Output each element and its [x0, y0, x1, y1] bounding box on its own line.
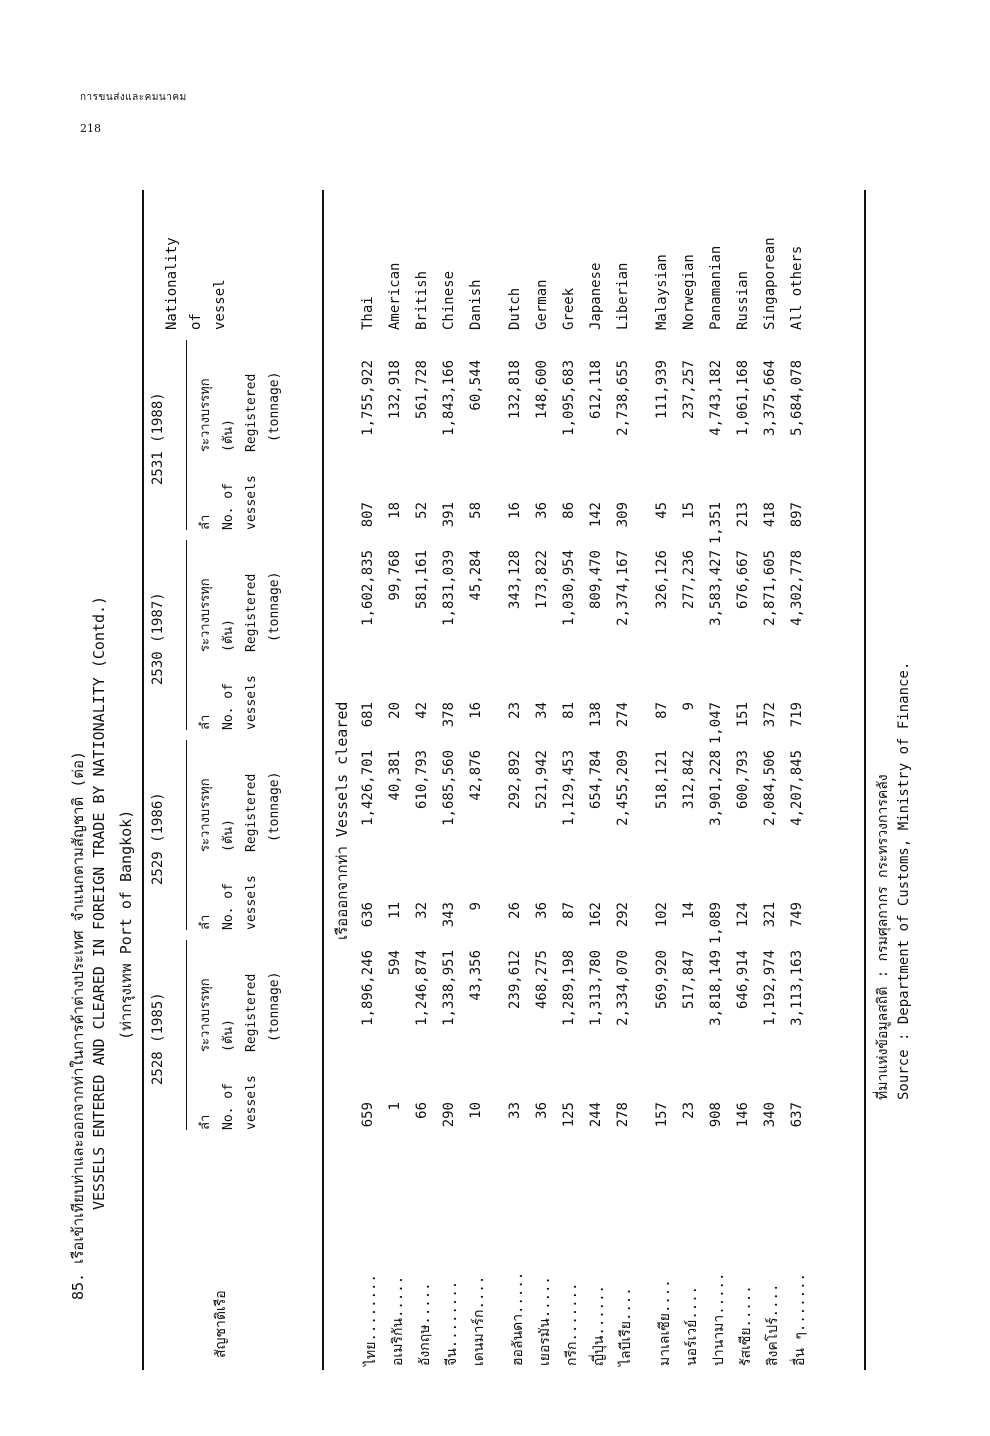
registered-tonnage: 2,084,506 [762, 750, 778, 826]
vessels-count: 157 [654, 1102, 670, 1128]
registered-tonnage: 518,121 [654, 750, 670, 810]
vessels-count: 86 [561, 502, 577, 519]
table-row [387, 190, 411, 1370]
registered-tonnage: 468,275 [534, 950, 550, 1010]
registered-tonnage: 569,920 [654, 950, 670, 1010]
registered-tonnage: 3,113,163 [789, 950, 805, 1026]
nationality-en: Singaporean [762, 237, 778, 330]
registered-tonnage: 43,356 [468, 950, 484, 1001]
source-th: ที่มาแห่งข้อมูลสถิติ : กรมศุลกากร กระทรวงการคลัง [875, 774, 891, 1100]
table-row [615, 190, 639, 1370]
header-line: (tonnage) [267, 371, 282, 442]
header-line: (tonnage) [267, 571, 282, 642]
registered-tonnage: 1,061,168 [735, 360, 751, 436]
registered-tonnage: 612,118 [588, 360, 604, 420]
registered-tonnage: 326,126 [654, 550, 670, 610]
header-line: (ตัน) [221, 819, 236, 852]
year-header: 2529 (1986) [150, 792, 166, 885]
registered-tonnage: 1,831,039 [441, 550, 457, 626]
registered-tonnage: 99,768 [387, 550, 403, 601]
vessels-count: 14 [681, 902, 697, 919]
nationality-header-line: of [188, 313, 204, 330]
table-row [654, 190, 678, 1370]
registered-tonnage: 594 [387, 950, 403, 976]
vessels-count: 23 [507, 702, 523, 719]
table-row [414, 190, 438, 1370]
vessels-count: 321 [762, 902, 778, 928]
vessels-count: 87 [561, 902, 577, 919]
registered-tonnage: 1,246,874 [414, 950, 430, 1026]
year-rule [186, 540, 187, 730]
registered-tonnage: 2,738,655 [615, 360, 631, 436]
table-title-th: 85. เรือเข้าเทียบท่าและออกจากท่าในการค้าต่างประเทศ จำแนกตามสัญชาติ (ต่อ) [69, 750, 87, 1300]
tonnage-column-header [194, 972, 286, 1052]
registered-tonnage: 5,684,078 [789, 360, 805, 436]
vessels-count: 45 [654, 502, 670, 519]
page-number: 218 [80, 122, 101, 135]
header-line: Registered [244, 373, 259, 452]
nationality-th: สิงคโปร์.... [765, 1283, 781, 1366]
vessels-count: 26 [507, 902, 523, 919]
registered-tonnage: 1,129,453 [561, 750, 577, 826]
vessels-count: 87 [654, 702, 670, 719]
bottom-rule [864, 190, 866, 1370]
vessels-column-header [194, 675, 263, 730]
registered-tonnage: 312,842 [681, 750, 697, 810]
nationality-en: Chinese [441, 270, 457, 330]
vessels-column-header [194, 475, 263, 530]
vessels-count: 18 [387, 502, 403, 519]
registered-tonnage: 1,030,954 [561, 550, 577, 626]
vessels-count: 292 [615, 902, 631, 928]
vessels-count: 340 [762, 1102, 778, 1128]
header-line: ลำ [198, 1114, 213, 1130]
source-en: Source : Department of Customs, Ministry of Finance. [896, 661, 912, 1100]
registered-tonnage: 4,743,182 [708, 360, 724, 436]
vessels-count: 36 [534, 1102, 550, 1119]
table-row [681, 190, 705, 1370]
vessels-count: 897 [789, 502, 805, 528]
header-line: (ตัน) [221, 419, 236, 452]
table-row [534, 190, 558, 1370]
registered-tonnage: 2,455,209 [615, 750, 631, 826]
vessels-count: 637 [789, 1102, 805, 1128]
vessels-column-header [194, 1075, 263, 1130]
registered-tonnage: 521,942 [534, 750, 550, 810]
nationality-th: มาเลเซีย.... [657, 1279, 673, 1366]
header-rule [322, 190, 324, 1370]
header-line: ระวางบรรทุก [198, 378, 213, 452]
header-line: No. of [221, 683, 236, 730]
vessels-count: 908 [708, 1102, 724, 1128]
table-row [441, 190, 465, 1370]
registered-tonnage: 3,818,149 [708, 950, 724, 1026]
table-row [708, 190, 732, 1370]
vessels-count: 378 [441, 702, 457, 728]
registered-tonnage: 343,128 [507, 550, 523, 610]
registered-tonnage: 1,426,701 [360, 750, 376, 826]
nationality-en: Japanese [588, 262, 604, 330]
registered-tonnage: 561,728 [414, 360, 430, 420]
nationality-en: Panamanian [708, 245, 724, 330]
table-row [735, 190, 759, 1370]
registered-tonnage: 1,685,560 [441, 750, 457, 826]
header-line: (ตัน) [221, 1019, 236, 1052]
vessels-count: 151 [735, 702, 751, 728]
header-line: Registered [244, 573, 259, 652]
table-title-en: VESSELS ENTERED AND CLEARED IN FOREIGN TRADE BY NATIONALITY (Contd.) [90, 595, 108, 1210]
header-line: ลำ [198, 914, 213, 930]
registered-tonnage: 148,600 [534, 360, 550, 420]
header-line: vessels [244, 675, 259, 730]
nationality-th: กรีก....... [564, 1282, 580, 1366]
vessels-count: 1 [387, 1102, 403, 1111]
header-line: Registered [244, 773, 259, 852]
registered-tonnage: 277,236 [681, 550, 697, 610]
vessels-count: 34 [534, 702, 550, 719]
vessels-count: 124 [735, 902, 751, 928]
vessels-count: 659 [360, 1102, 376, 1128]
header-line: vessels [244, 1075, 259, 1130]
nationality-th: ฮอลันดา..... [510, 1271, 526, 1366]
nationality-th: ไทย........ [363, 1274, 379, 1366]
nationality-th: อื่น ๆ....... [792, 1273, 808, 1366]
nationality-header-line: Nationality [164, 237, 180, 330]
tonnage-column-header [194, 572, 286, 652]
vessels-count: 290 [441, 1102, 457, 1128]
vessels-count: 10 [468, 1102, 484, 1119]
vessels-count: 162 [588, 902, 604, 928]
header-line: vessels [244, 875, 259, 930]
table-row [507, 190, 531, 1370]
nationality-en: German [534, 279, 550, 330]
vessels-count: 1,047 [708, 702, 724, 745]
vessels-count: 36 [534, 502, 550, 519]
nationality-en: Liberian [615, 262, 631, 330]
vessels-count: 146 [735, 1102, 751, 1128]
nationality-th: เดนมาร์ก.... [471, 1275, 487, 1366]
vessels-count: 274 [615, 702, 631, 728]
header-line: ระวางบรรทุก [198, 578, 213, 652]
registered-tonnage: 132,818 [507, 360, 523, 420]
rotated-table-block [60, 190, 912, 1370]
registered-tonnage: 1,192,974 [762, 950, 778, 1026]
header-line: vessels [244, 475, 259, 530]
vessels-count: 681 [360, 702, 376, 728]
section-label-vessels-cleared: เรือออกจากท่า Vessels cleared [333, 701, 351, 940]
table-row [561, 190, 585, 1370]
vessels-count: 36 [534, 902, 550, 919]
registered-tonnage: 517,847 [681, 950, 697, 1010]
nationality-th: ไลบีเรีย.... [618, 1287, 634, 1366]
registered-tonnage: 42,876 [468, 750, 484, 801]
year-rule [186, 340, 187, 530]
vessels-count: 391 [441, 502, 457, 528]
vessels-count: 42 [414, 702, 430, 719]
registered-tonnage: 4,207,845 [789, 750, 805, 826]
vessels-count: 9 [681, 702, 697, 711]
registered-tonnage: 1,602,835 [360, 550, 376, 626]
vessels-count: 244 [588, 1102, 604, 1128]
vessels-count: 52 [414, 502, 430, 519]
nationality-th: ญี่ปุ่น...... [591, 1285, 607, 1366]
header-line: (tonnage) [267, 971, 282, 1042]
nationality-en-header [160, 237, 232, 330]
vessels-count: 636 [360, 902, 376, 928]
nationality-en: Russian [735, 270, 751, 330]
vessels-column-header [194, 875, 263, 930]
header-line: No. of [221, 483, 236, 530]
table-row [468, 190, 492, 1370]
registered-tonnage: 581,161 [414, 550, 430, 610]
registered-tonnage: 60,544 [468, 360, 484, 411]
vessels-count: 9 [468, 902, 484, 911]
nationality-en: Greek [561, 287, 577, 330]
nationality-th-header: สัญชาติเรือ [213, 1290, 229, 1358]
nationality-th: อเมริกัน..... [390, 1275, 406, 1366]
table-row [762, 190, 786, 1370]
nationality-en: All others [789, 245, 805, 330]
registered-tonnage: 1,313,780 [588, 950, 604, 1026]
registered-tonnage: 3,583,427 [708, 550, 724, 626]
registered-tonnage: 1,755,922 [360, 360, 376, 436]
nationality-header-line: vessel [212, 279, 228, 330]
top-rule [142, 190, 144, 1370]
vessels-count: 278 [615, 1102, 631, 1128]
table-subtitle: (ท่ากรุงเทพ Port of Bangkok) [117, 809, 135, 1040]
registered-tonnage: 4,302,778 [789, 550, 805, 626]
year-header: 2530 (1987) [150, 592, 166, 685]
registered-tonnage: 1,843,166 [441, 360, 457, 436]
table-row [588, 190, 612, 1370]
registered-tonnage: 646,914 [735, 950, 751, 1010]
vessels-count: 16 [468, 702, 484, 719]
vessels-count: 719 [789, 702, 805, 728]
registered-tonnage: 610,793 [414, 750, 430, 810]
year-rule [186, 740, 187, 930]
vessels-count: 81 [561, 702, 577, 719]
registered-tonnage: 2,871,605 [762, 550, 778, 626]
nationality-th: เยอรมัน..... [537, 1276, 553, 1366]
vessels-count: 66 [414, 1102, 430, 1119]
registered-tonnage: 676,667 [735, 550, 751, 610]
header-line: No. of [221, 883, 236, 930]
vessels-count: 309 [615, 502, 631, 528]
nationality-th: อังกฤษ..... [417, 1282, 433, 1366]
vessels-count: 213 [735, 502, 751, 528]
nationality-en: American [387, 262, 403, 330]
vessels-count: 32 [414, 902, 430, 919]
header-line: No. of [221, 1083, 236, 1130]
registered-tonnage: 654,784 [588, 750, 604, 810]
registered-tonnage: 173,822 [534, 550, 550, 610]
nationality-en: Malaysian [654, 254, 670, 330]
header-line: (ตัน) [221, 619, 236, 652]
table-row [360, 190, 384, 1370]
vessels-count: 11 [387, 902, 403, 919]
nationality-th: จีน........ [444, 1280, 460, 1366]
vessels-count: 418 [762, 502, 778, 528]
tonnage-column-header [194, 772, 286, 852]
nationality-en: Thai [360, 296, 376, 330]
year-header: 2528 (1985) [150, 992, 166, 1085]
header-line: ลำ [198, 514, 213, 530]
registered-tonnage: 809,470 [588, 550, 604, 610]
registered-tonnage: 2,374,167 [615, 550, 631, 626]
year-rule [186, 940, 187, 1130]
registered-tonnage: 45,284 [468, 550, 484, 601]
registered-tonnage: 132,918 [387, 360, 403, 420]
vessels-count: 23 [681, 1102, 697, 1119]
vessels-count: 58 [468, 502, 484, 519]
vessels-count: 1,089 [708, 902, 724, 945]
registered-tonnage: 237,257 [681, 360, 697, 420]
registered-tonnage: 40,381 [387, 750, 403, 801]
nationality-en: Dutch [507, 287, 523, 330]
vessels-count: 343 [441, 902, 457, 928]
header-line: Registered [244, 973, 259, 1052]
registered-tonnage: 3,901,228 [708, 750, 724, 826]
vessels-count: 102 [654, 902, 670, 928]
nationality-en: Danish [468, 279, 484, 330]
tonnage-column-header [194, 372, 286, 452]
vessels-count: 1,351 [708, 502, 724, 545]
registered-tonnage: 1,896,246 [360, 950, 376, 1026]
registered-tonnage: 1,338,951 [441, 950, 457, 1026]
running-head: การขนส่งและคมนาคม [80, 92, 187, 103]
vessels-count: 372 [762, 702, 778, 728]
registered-tonnage: 292,892 [507, 750, 523, 810]
vessels-count: 138 [588, 702, 604, 728]
header-line: ระวางบรรทุก [198, 778, 213, 852]
registered-tonnage: 111,939 [654, 360, 670, 420]
registered-tonnage: 3,375,664 [762, 360, 778, 436]
vessels-count: 33 [507, 1102, 523, 1119]
year-header: 2531 (1988) [150, 392, 166, 485]
registered-tonnage: 2,334,070 [615, 950, 631, 1026]
vessels-count: 16 [507, 502, 523, 519]
header-line: ระวางบรรทุก [198, 978, 213, 1052]
vessels-count: 20 [387, 702, 403, 719]
header-line: (tonnage) [267, 771, 282, 842]
nationality-th: รัสเซีย..... [738, 1285, 754, 1366]
nationality-th: นอร์เวย์.... [684, 1285, 700, 1366]
vessels-count: 142 [588, 502, 604, 528]
nationality-en: Norwegian [681, 254, 697, 330]
registered-tonnage: 239,612 [507, 950, 523, 1010]
registered-tonnage: 600,793 [735, 750, 751, 810]
vessels-count: 125 [561, 1102, 577, 1128]
table-row [789, 190, 813, 1370]
registered-tonnage: 1,095,683 [561, 360, 577, 436]
vessels-count: 807 [360, 502, 376, 528]
header-line: ลำ [198, 714, 213, 730]
registered-tonnage: 1,289,198 [561, 950, 577, 1026]
nationality-en: British [414, 270, 430, 330]
vessels-count: 749 [789, 902, 805, 928]
vessels-count: 15 [681, 502, 697, 519]
nationality-th: ปานามา..... [711, 1272, 727, 1366]
